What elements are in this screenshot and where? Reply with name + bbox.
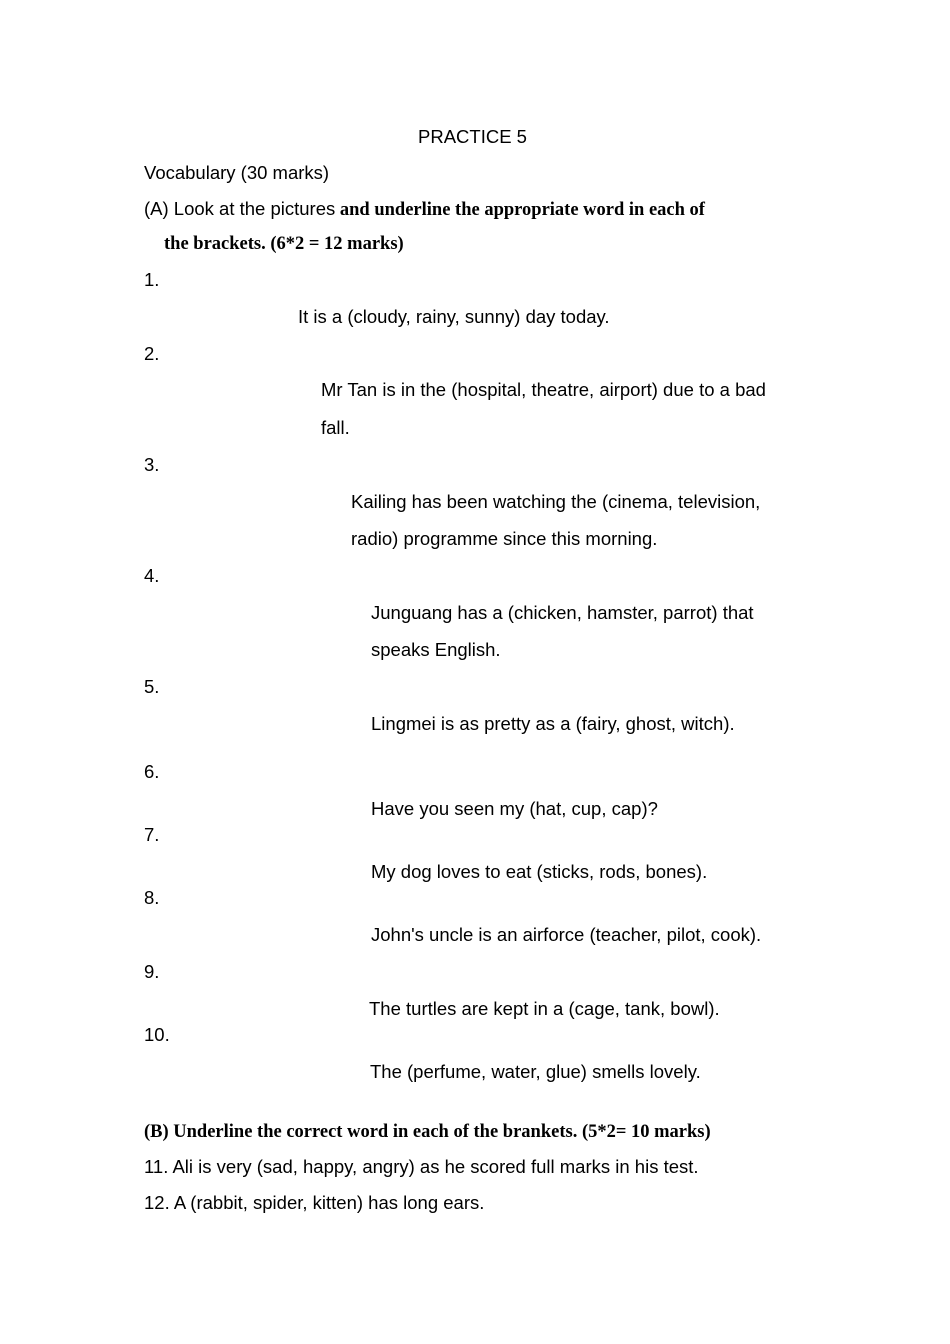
question-number: 5. <box>144 676 160 697</box>
question-number: 6. <box>144 761 160 782</box>
question-number: 8. <box>144 887 160 908</box>
question-text: My dog loves to eat (sticks, rods, bones). <box>371 861 708 882</box>
question-text: It is a (cloudy, rainy, sunny) day today. <box>298 306 610 327</box>
question-text-continued: fall. <box>321 417 350 438</box>
question-text: Junguang has a (chicken, hamster, parrot) that <box>371 602 754 623</box>
question-number: 7. <box>144 824 160 845</box>
part-b-instruction: (B) Underline the correct word in each of the brankets. (5*2= 10 marks) <box>144 1122 711 1142</box>
section-heading: Vocabulary (30 marks) <box>144 162 330 183</box>
question-text: John's uncle is an airforce (teacher, pilot, cook). <box>371 924 762 945</box>
question-text-continued: radio) programme since this morning. <box>351 528 658 549</box>
question-number: 10. <box>144 1024 170 1045</box>
question-text: Mr Tan is in the (hospital, theatre, airport) due to a bad <box>321 379 766 400</box>
question-text: Kailing has been watching the (cinema, television, <box>351 491 761 512</box>
part-a-instruction-rest: and underline the appropriate word in each of <box>335 200 705 220</box>
part-a-instruction-line2: the brackets. (6*2 = 12 marks) <box>164 234 404 254</box>
question-text: Have you seen my (hat, cup, cap)? <box>371 798 658 819</box>
question-number: 1. <box>144 269 160 290</box>
question-number: 9. <box>144 961 160 982</box>
question-number: 3. <box>144 454 160 475</box>
part-a-instruction <box>144 200 705 220</box>
question-text: The (perfume, water, glue) smells lovely. <box>370 1061 701 1082</box>
question-text-continued: speaks English. <box>371 639 501 660</box>
question-text: 11. Ali is very (sad, happy, angry) as he scored full marks in his test. <box>144 1156 699 1177</box>
question-number: 4. <box>144 565 160 586</box>
question-text: The turtles are kept in a (cage, tank, bowl). <box>369 998 720 1019</box>
question-number: 2. <box>144 343 160 364</box>
page-title: PRACTICE 5 <box>418 126 527 147</box>
part-a-instruction-lead: (A) Look at the pictures <box>144 198 336 219</box>
question-text: Lingmei is as pretty as a (fairy, ghost, witch). <box>371 713 735 734</box>
question-text: 12. A (rabbit, spider, kitten) has long ears. <box>144 1192 485 1213</box>
